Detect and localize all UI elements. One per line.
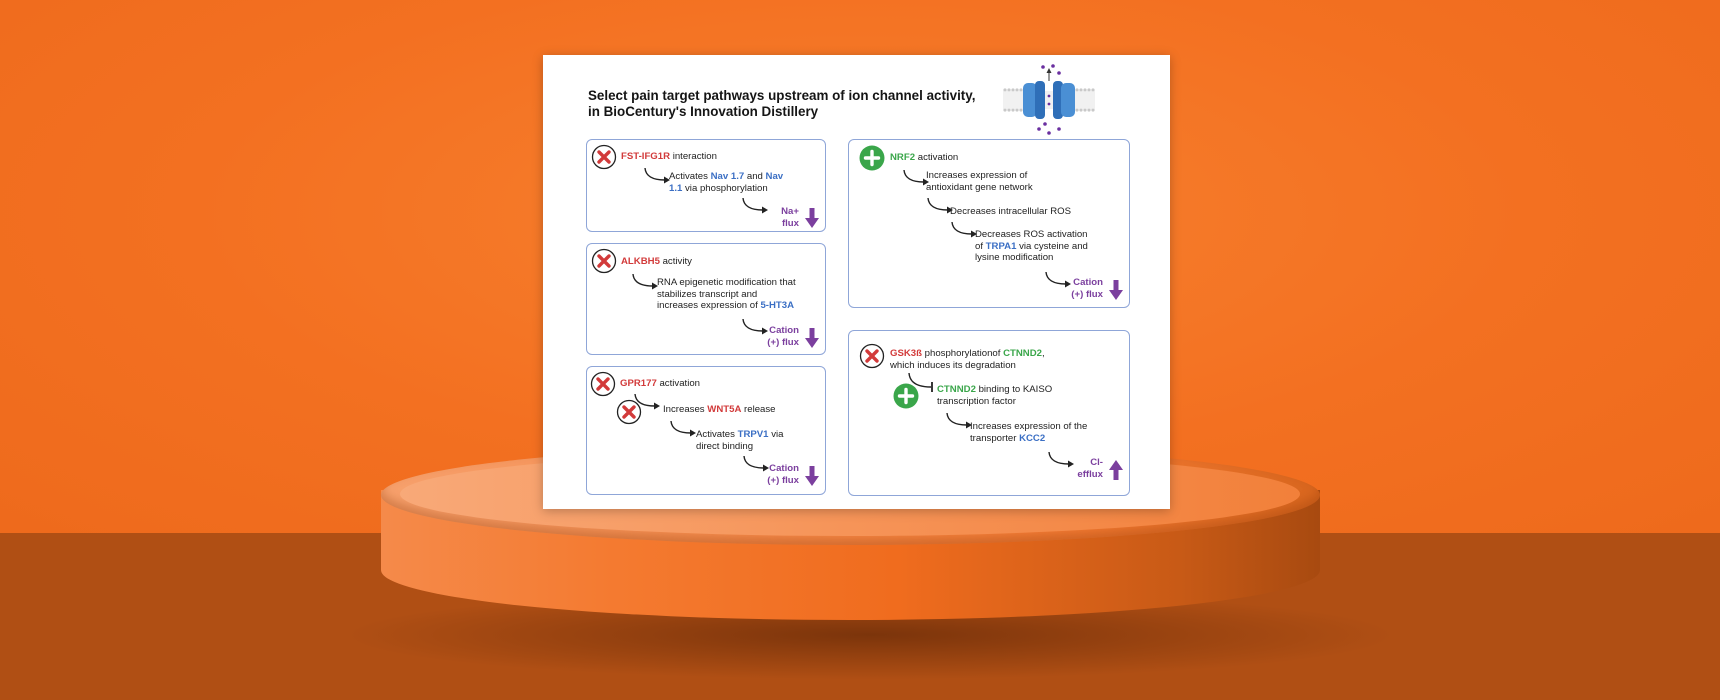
flux-label: Cation (+) flux <box>767 325 799 348</box>
flux-label: Cation (+) flux <box>1071 277 1103 300</box>
curved-arrow-icon <box>741 317 769 337</box>
pathway-step-1: CTNND2 binding to KAISO transcription factor <box>937 384 1053 407</box>
pathway-box-fst-ifg1r <box>586 139 826 232</box>
red-x-circle-icon <box>591 144 617 170</box>
pathway-step-2: Increases expression of the transporter KCC2 <box>970 421 1088 444</box>
title-line-1: Select pain target pathways upstream of ion channel activity, <box>588 88 976 103</box>
pathway-step-1: Increases expression of antioxidant gene network <box>926 170 1033 193</box>
curved-arrow-icon <box>669 419 697 439</box>
pathway-step-3: Decreases ROS activation of TRPA1 via cysteine and lysine modification <box>975 229 1088 263</box>
purple-down-arrow-icon <box>805 328 819 348</box>
pathway-heading: ALKBH5 activity <box>621 256 692 267</box>
pathway-box-gsk3b <box>848 330 1130 496</box>
pathway-step-1: Activates Nav 1.7 and Nav 1.1 via phosphorylation <box>669 171 784 194</box>
curved-arrow-icon <box>950 220 978 240</box>
pathway-step-2: Decreases intracellular ROS <box>950 206 1072 217</box>
curved-arrow-icon <box>643 166 671 186</box>
flux-label: Cation (+) flux <box>767 463 799 486</box>
pathway-heading: GPR177 activation <box>620 378 700 389</box>
pathway-box-gpr177 <box>586 366 826 495</box>
pathway-heading: FST-IFG1R interaction <box>621 151 717 162</box>
curved-arrow-icon <box>742 454 770 474</box>
ion-channel-illustration <box>1003 63 1095 137</box>
flux-label: Na+ flux <box>781 206 799 229</box>
purple-down-arrow-icon <box>805 208 819 228</box>
curved-arrow-icon <box>1047 450 1075 470</box>
curved-arrow-icon <box>741 196 769 216</box>
curved-arrow-icon <box>1044 270 1072 290</box>
title-line-2: in BioCentury's Innovation Distillery <box>588 104 819 119</box>
purple-down-arrow-icon <box>1109 280 1123 300</box>
pathway-box-alkbh5 <box>586 243 826 355</box>
curved-arrow-icon <box>633 392 661 412</box>
pathway-heading: NRF2 activation <box>890 152 959 163</box>
pathway-heading: GSK3ß phosphorylationof CTNND2, which induces its degradation <box>890 348 1045 371</box>
pathway-step-1: RNA epigenetic modification that stabilizes transcript and increases expression of 5-HT3A <box>657 277 796 311</box>
flux-label: Cl- efflux <box>1077 457 1103 480</box>
red-x-circle-icon <box>591 248 617 274</box>
pathway-box-nrf2 <box>848 139 1130 308</box>
infographic-card <box>543 55 1170 509</box>
purple-down-arrow-icon <box>805 466 819 486</box>
purple-up-arrow-icon <box>1109 460 1123 480</box>
curved-arrow-icon <box>945 411 973 431</box>
pathway-step-1: Increases WNT5A release <box>663 404 776 415</box>
infographic-title <box>588 88 1008 120</box>
red-x-circle-icon <box>590 371 616 397</box>
curved-arrow-icon <box>631 272 659 292</box>
green-plus-circle-icon <box>859 145 885 171</box>
red-x-circle-icon <box>859 343 885 369</box>
pathway-step-2: Activates TRPV1 via direct binding <box>696 429 784 452</box>
inhibition-arrow-icon <box>907 371 935 393</box>
